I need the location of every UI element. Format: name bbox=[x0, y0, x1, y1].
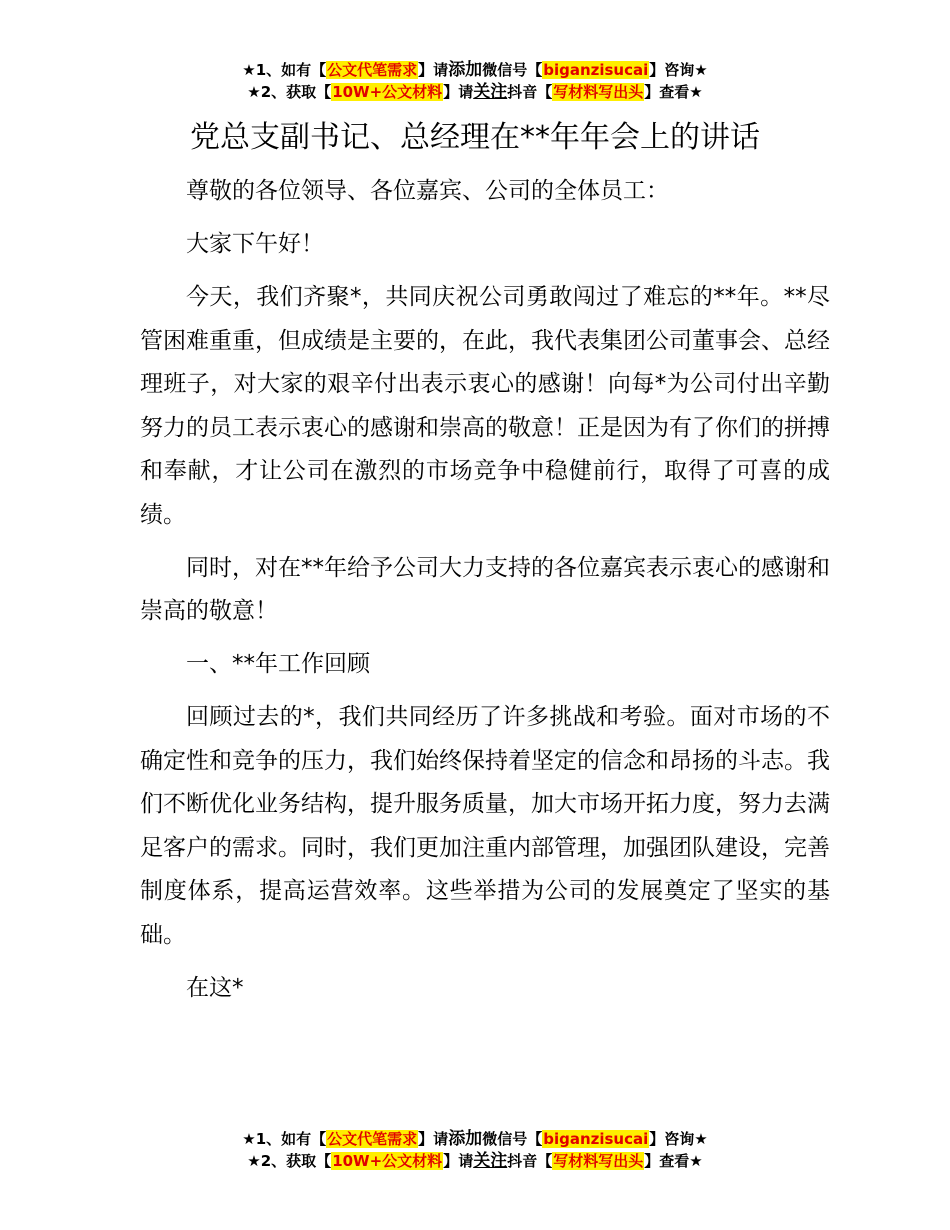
banner-text: ★2、获取【 bbox=[247, 83, 332, 101]
banner-text: 】咨询★ bbox=[649, 61, 708, 79]
banner-text: ★1、如有【 bbox=[242, 61, 327, 79]
banner-text: 微信号【 bbox=[482, 1130, 543, 1148]
banner-highlight: 10W+公文材料 bbox=[332, 83, 443, 101]
banner-emphasis: 添加 bbox=[448, 1129, 483, 1149]
banner-text: 】请 bbox=[418, 1130, 449, 1148]
section-heading: 一、**年工作回顾 bbox=[186, 651, 370, 677]
body-paragraph: 今天，我们齐聚*，共同庆祝公司勇敢闯过了难忘的**年。**尽管困难重重，但成绩是主要的，在此，我代表集团公司董事会、总经理班子，对大家的艰辛付出表示衷心的感谢！向每*为公司付出辛勤努力的员工表示衷心的感谢和崇高的敬意！正是因为有了你们的拼搏和奉献，才让公司在激烈的市场竞争中稳健前行，取得了可喜的成绩。 bbox=[140, 284, 830, 528]
banner-highlight: 公文代笔需求 bbox=[327, 1130, 418, 1148]
banner-text: 微信号【 bbox=[482, 61, 543, 79]
body-paragraph: 回顾过去的*，我们共同经历了许多挑战和考验。面对市场的不确定性和竞争的压力，我们始终保持着坚定的信念和昂扬的斗志。我们不断优化业务结构，提升服务质量，加大市场开拓力度，努力去满足客户的需求。同时，我们更加注重内部管理，加强团队建设，完善制度体系，提高运营效率。这些举措为公司的发展奠定了坚实的基础。 bbox=[140, 704, 830, 948]
banner-text: ★2、获取【 bbox=[247, 1152, 332, 1170]
banner-wechat-id: biganzisucai bbox=[543, 1130, 649, 1148]
banner-emphasis: 关注 bbox=[473, 1151, 508, 1171]
banner-emphasis: 添加 bbox=[448, 60, 483, 80]
salutation: 尊敬的各位领导、各位嘉宾、公司的全体员工： bbox=[186, 178, 669, 204]
header-banner bbox=[0, 59, 950, 103]
banner-highlight: 10W+公文材料 bbox=[332, 1152, 443, 1170]
banner-line-2 bbox=[0, 81, 950, 103]
banner-text: 】请 bbox=[443, 83, 474, 101]
banner-text: 抖音【 bbox=[507, 83, 553, 101]
banner-text: ★1、如有【 bbox=[242, 1130, 327, 1148]
body-paragraph: 同时，对在**年给予公司大力支持的各位嘉宾表示衷心的感谢和崇高的敬意！ bbox=[140, 554, 830, 624]
banner-line-2 bbox=[0, 1150, 950, 1172]
footer-banner bbox=[0, 1128, 950, 1172]
banner-douyin-id: 写材料写出头 bbox=[553, 1152, 644, 1170]
banner-text: 】咨询★ bbox=[649, 1130, 708, 1148]
body-paragraph: 在这* bbox=[186, 974, 244, 1001]
document-body bbox=[140, 170, 830, 1020]
banner-text: 】查看★ bbox=[644, 83, 703, 101]
banner-text: 抖音【 bbox=[507, 1152, 553, 1170]
banner-wechat-id: biganzisucai bbox=[543, 61, 649, 79]
banner-line-1 bbox=[0, 59, 950, 81]
banner-text: 】请 bbox=[443, 1152, 474, 1170]
document-title: 党总支副书记、总经理在**年年会上的讲话 bbox=[190, 120, 760, 155]
banner-text: 】查看★ bbox=[644, 1152, 703, 1170]
banner-emphasis: 关注 bbox=[473, 82, 508, 102]
banner-douyin-id: 写材料写出头 bbox=[553, 83, 644, 101]
banner-line-1 bbox=[0, 1128, 950, 1150]
banner-text: 】请 bbox=[418, 61, 449, 79]
banner-highlight: 公文代笔需求 bbox=[327, 61, 418, 79]
greeting: 大家下午好！ bbox=[186, 231, 324, 257]
